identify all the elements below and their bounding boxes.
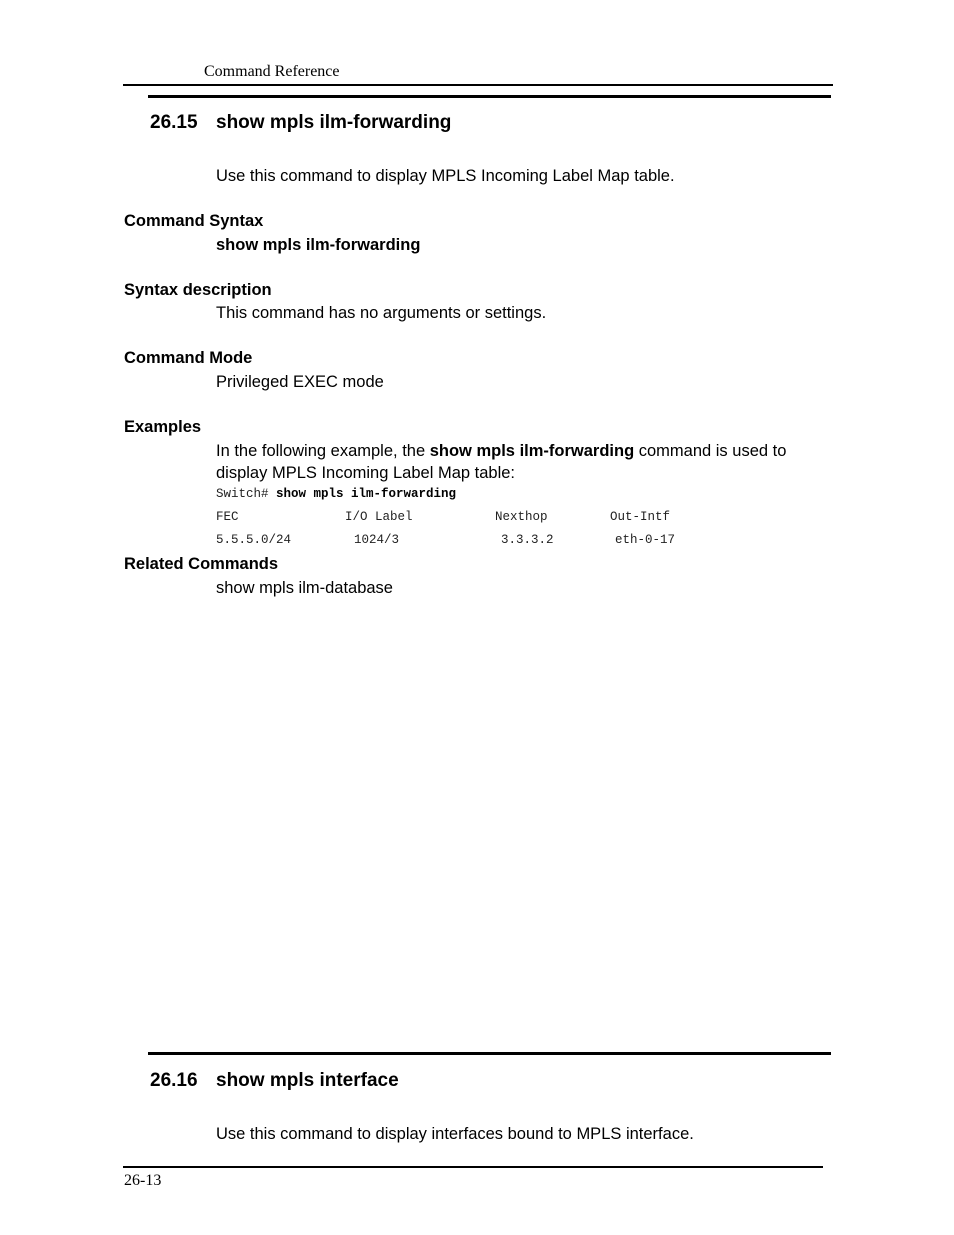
- syntax-description-heading: Syntax description: [124, 281, 272, 299]
- command-syntax-text: show mpls ilm-forwarding: [216, 236, 421, 254]
- section-title: show mpls ilm-forwarding: [216, 112, 452, 133]
- table-cell-out-intf: eth-0-17: [615, 533, 676, 547]
- examples-heading: Examples: [124, 418, 202, 436]
- section-rule: [148, 95, 831, 98]
- header-rule: [123, 84, 833, 86]
- table-cell-io-label: 1024/3: [354, 533, 400, 547]
- cli-prompt-line: Switch# show mpls ilm-forwarding: [216, 487, 457, 501]
- section-intro: Use this command to display MPLS Incoming Label Map table.: [216, 167, 675, 185]
- section-number: 26.15: [150, 112, 198, 133]
- table-header-io-label: I/O Label: [345, 510, 413, 524]
- syntax-description-text: This command has no arguments or settings.: [216, 304, 547, 322]
- footer-rule: [123, 1166, 823, 1168]
- command-syntax-heading: Command Syntax: [124, 212, 264, 230]
- related-command-link: show mpls ilm-database: [216, 579, 393, 597]
- section-intro: Use this command to display interfaces bound to MPLS interface.: [216, 1125, 694, 1143]
- table-cell-nexthop: 3.3.3.2: [501, 533, 554, 547]
- page-number: 26-13: [124, 1172, 162, 1189]
- table-header-out-intf: Out-Intf: [610, 510, 671, 524]
- section-rule: [148, 1052, 831, 1055]
- command-mode-heading: Command Mode: [124, 349, 253, 367]
- table-header-fec: FEC: [216, 510, 239, 524]
- running-header: Command Reference: [204, 63, 340, 80]
- command-mode-text: Privileged EXEC mode: [216, 373, 384, 391]
- example-paragraph: In the following example, the show mpls ilm-forwarding command is used to display MPLS Incoming Label Map table:: [216, 442, 787, 482]
- related-commands-heading: Related Commands: [124, 555, 279, 573]
- table-cell-fec: 5.5.5.0/24: [216, 533, 292, 547]
- table-header-nexthop: Nexthop: [495, 510, 548, 524]
- section-number: 26.16: [150, 1070, 198, 1091]
- section-title: show mpls interface: [216, 1070, 399, 1091]
